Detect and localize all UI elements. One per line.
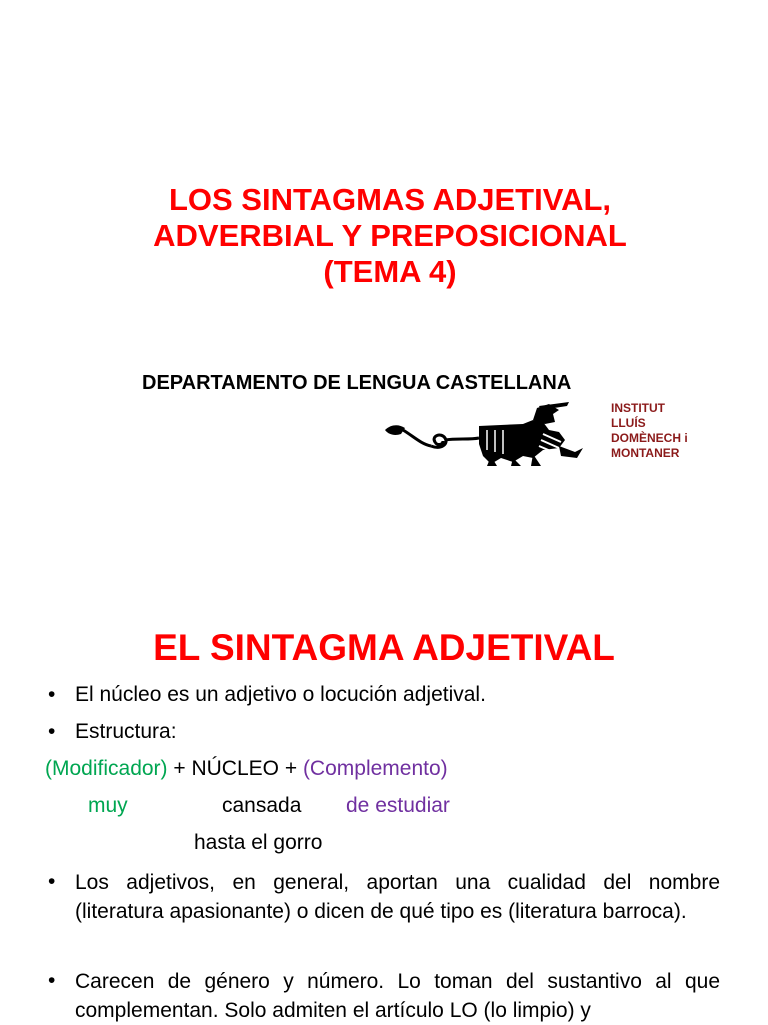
school-logo-text [611, 401, 688, 461]
example-nucleus: cansada [222, 794, 302, 817]
bullet-text-nucleus: El núcleo es un adjetivo o locución adjetival. [75, 683, 486, 706]
structure-modifier: (Modificador) [45, 757, 168, 780]
bullet-icon: • [48, 683, 56, 706]
example-complement: de estudiar [346, 794, 450, 817]
bullet-text-structure: Estructura: [75, 720, 177, 743]
bullet-icon: • [48, 969, 56, 992]
school-logo-image [383, 400, 613, 468]
bullet-icon: • [48, 720, 56, 743]
logo-line-1: INSTITUT [611, 401, 665, 415]
title-line-2: ADVERBIAL Y PREPOSICIONAL [153, 218, 627, 253]
logo-line-3: DOMÈNECH i [611, 431, 688, 445]
slide-title: EL SINTAGMA ADJETIVAL [153, 627, 615, 668]
structure-nucleus: + NÚCLEO + [167, 757, 303, 780]
title-line-1: LOS SINTAGMAS ADJETIVAL, [168, 182, 612, 217]
bullet-text-quality: Los adjetivos, en general, aportan una cualidad del nombre (literatura apasionante) o dicen de qué tipo es (literatura barroca). [75, 871, 720, 923]
logo-line-4: MONTANER [611, 446, 680, 460]
example-complement-2: hasta el gorro [194, 831, 323, 854]
structure-complement: (Complemento) [302, 757, 448, 780]
bullet-icon: • [48, 870, 56, 893]
bullet-text-gender: Carecen de género y número. Lo toman del sustantivo al que complementan. Solo admiten el artículo LO (lo limpio) y [75, 970, 720, 1022]
example-modifier: muy [88, 794, 128, 817]
title-line-3: (TEMA 4) [323, 254, 457, 289]
presentation-title [100, 182, 680, 290]
logo-line-2: LLUÍS [611, 416, 646, 430]
structure-formula [45, 755, 448, 783]
slide-divider [0, 560, 768, 576]
don-quixote-silhouette-icon [383, 400, 613, 468]
department-name: DEPARTAMENTO DE LENGUA CASTELLANA [142, 372, 572, 394]
